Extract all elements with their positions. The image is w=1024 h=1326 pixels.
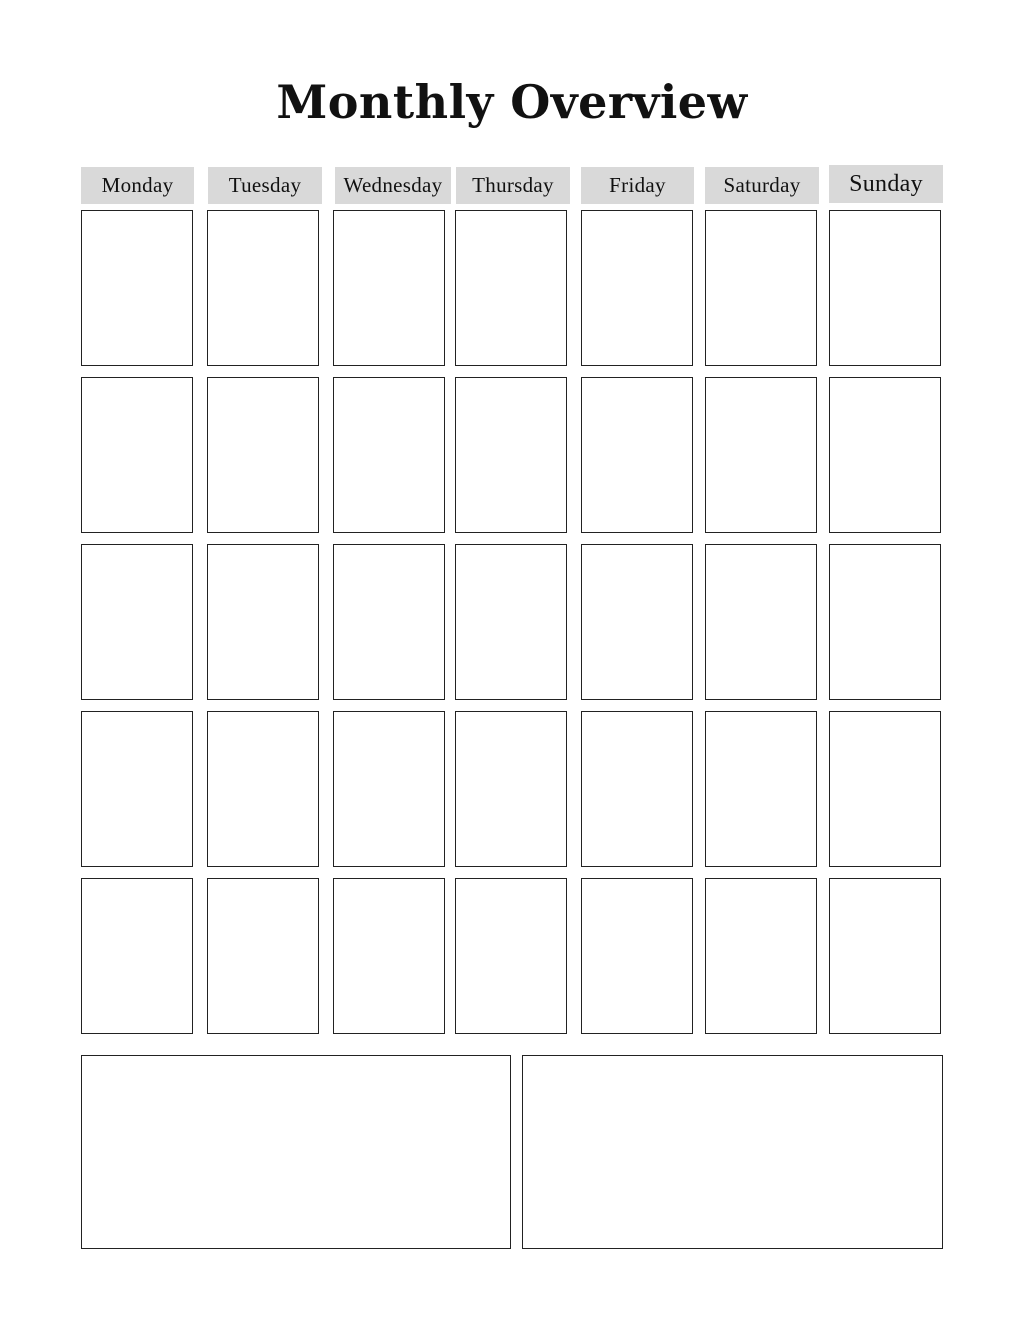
day-cell[interactable] <box>455 377 567 533</box>
day-cell[interactable] <box>581 210 693 366</box>
day-cell[interactable] <box>207 544 319 700</box>
day-cell[interactable] <box>207 878 319 1034</box>
day-cell[interactable] <box>829 878 941 1034</box>
day-cell[interactable] <box>581 377 693 533</box>
day-cell[interactable] <box>581 878 693 1034</box>
weekday-header-friday: Friday <box>581 167 694 204</box>
day-cell[interactable] <box>705 377 817 533</box>
day-cell[interactable] <box>207 210 319 366</box>
weekday-header-monday: Monday <box>81 167 194 204</box>
day-cell[interactable] <box>81 210 193 366</box>
weekday-header-tuesday: Tuesday <box>208 167 322 204</box>
day-cell[interactable] <box>829 711 941 867</box>
day-cell[interactable] <box>581 544 693 700</box>
day-cell[interactable] <box>333 210 445 366</box>
weekday-header-thursday: Thursday <box>456 167 570 204</box>
day-cell[interactable] <box>705 210 817 366</box>
day-cell[interactable] <box>455 544 567 700</box>
day-cell[interactable] <box>829 544 941 700</box>
day-cell[interactable] <box>333 711 445 867</box>
day-cell[interactable] <box>81 878 193 1034</box>
notes-box-right[interactable] <box>522 1055 943 1249</box>
day-cell[interactable] <box>705 878 817 1034</box>
day-cell[interactable] <box>81 711 193 867</box>
day-cell[interactable] <box>333 544 445 700</box>
weekday-header-sunday: Sunday <box>829 165 943 203</box>
day-cell[interactable] <box>207 377 319 533</box>
day-cell[interactable] <box>705 711 817 867</box>
weekday-header-saturday: Saturday <box>705 167 819 204</box>
notes-box-left[interactable] <box>81 1055 511 1249</box>
day-cell[interactable] <box>455 711 567 867</box>
page-title: Monthly Overview <box>276 75 748 129</box>
day-cell[interactable] <box>581 711 693 867</box>
weekday-header-wednesday: Wednesday <box>335 167 451 204</box>
day-cell[interactable] <box>455 878 567 1034</box>
day-cell[interactable] <box>333 377 445 533</box>
day-cell[interactable] <box>829 210 941 366</box>
day-cell[interactable] <box>81 377 193 533</box>
day-cell[interactable] <box>333 878 445 1034</box>
day-cell[interactable] <box>207 711 319 867</box>
day-cell[interactable] <box>455 210 567 366</box>
day-cell[interactable] <box>81 544 193 700</box>
day-cell[interactable] <box>705 544 817 700</box>
day-cell[interactable] <box>829 377 941 533</box>
